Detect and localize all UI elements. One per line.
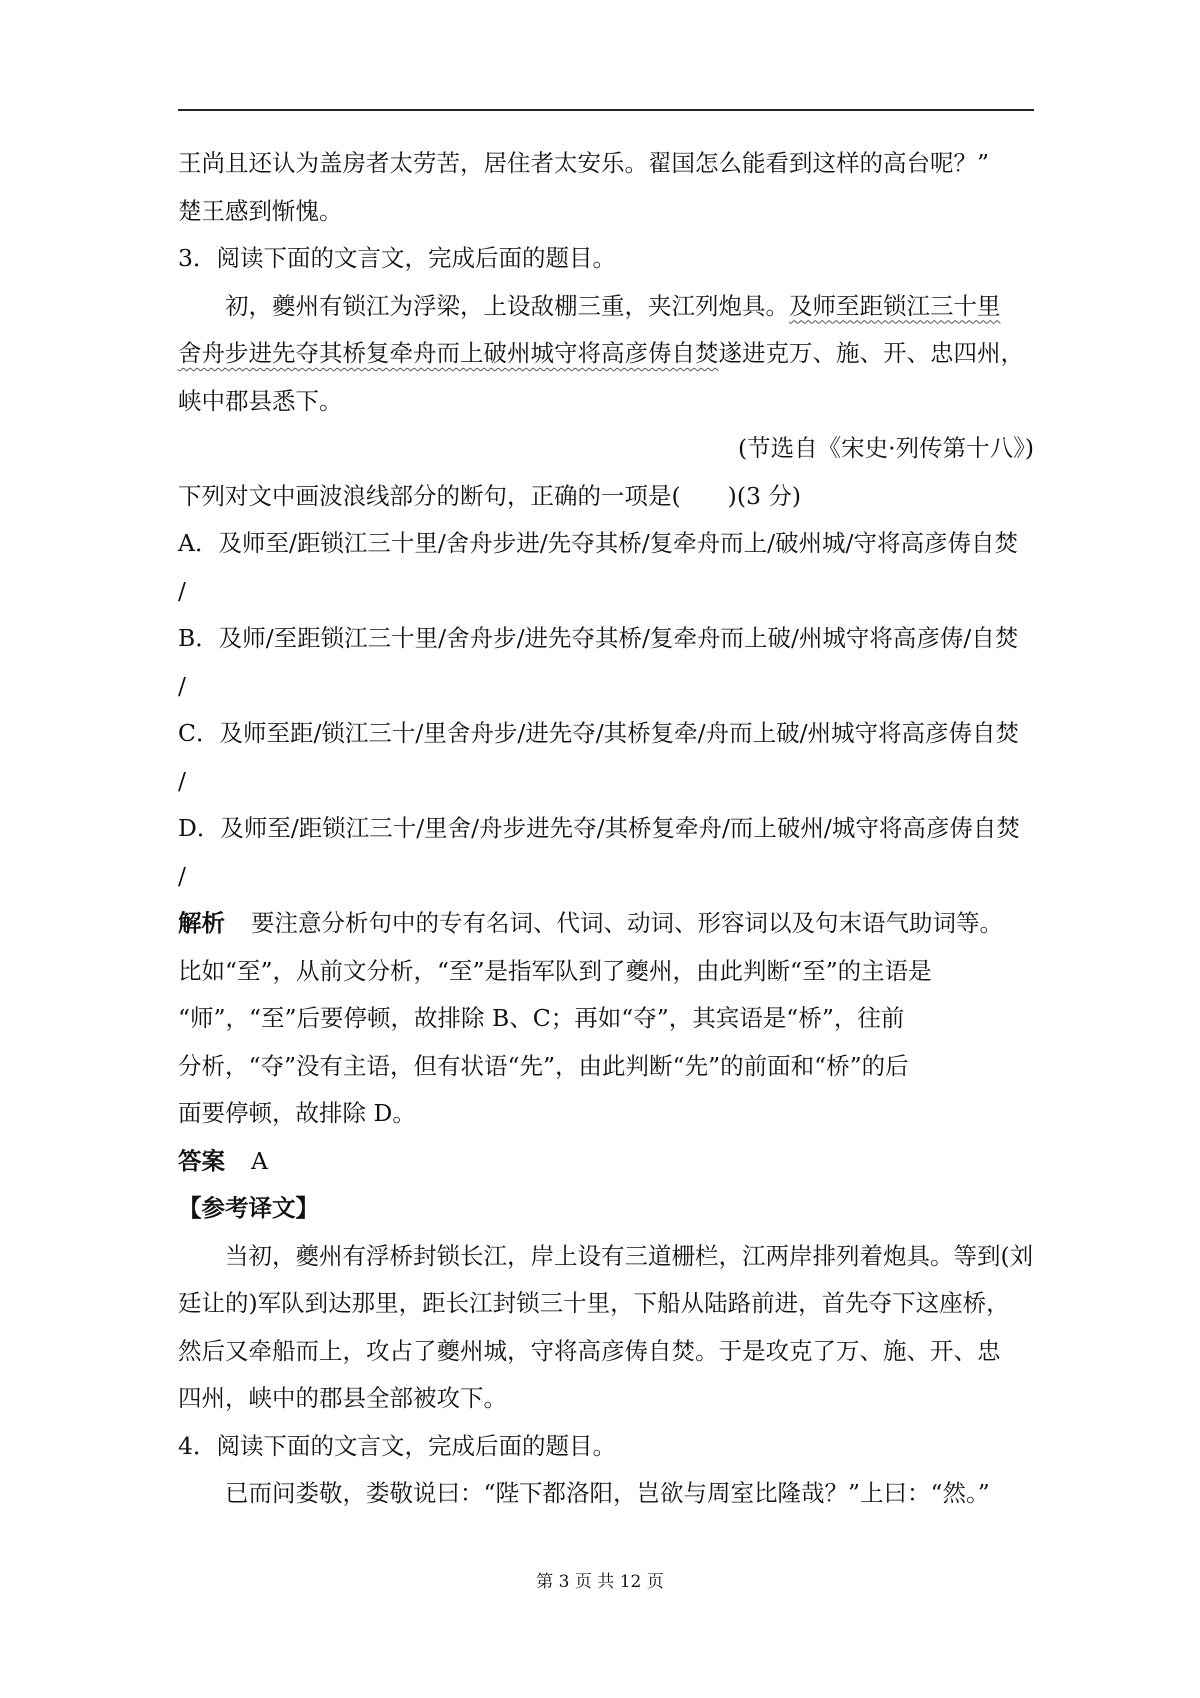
translation-line: 然后又牵船而上，攻占了夔州城，守将高彦俦自焚。于是攻克了万、施、开、忠 bbox=[178, 1336, 1001, 1365]
analysis-line bbox=[178, 900, 1038, 948]
translation-line: 当初，夔州有浮桥封锁长江，岸上设有三道栅栏，江两岸排列着炮具。等到(刘 bbox=[225, 1241, 1034, 1270]
answer-label: 答案 bbox=[178, 1146, 225, 1175]
header-rule bbox=[178, 109, 1034, 111]
option-b: B．及师/至距锁江三十里/舍舟步/进先夺其桥/复牵舟而上破/州城守将高彦俦/自焚 bbox=[178, 624, 1019, 652]
source-citation: (节选自《宋史·列传第十八》) bbox=[737, 434, 1034, 462]
passage-line bbox=[178, 283, 1038, 331]
analysis-line: 分析，“夺”没有主语，但有状语“先”，由此判断“先”的前面和“桥”的后 bbox=[178, 1051, 909, 1080]
passage-text: 遂进克万、施、开、忠四州， bbox=[718, 339, 1024, 367]
question-stem: 下列对文中画波浪线部分的断句，正确的一项是( )(3 分) bbox=[178, 481, 802, 510]
analysis-text: 要注意分析句中的专有名词、代词、动词、形容词以及句末语气助词等。 bbox=[251, 909, 1003, 937]
passage-line bbox=[178, 330, 1038, 378]
question-3-title: 3．阅读下面的文言文，完成后面的题目。 bbox=[178, 244, 616, 272]
page-footer: 第 3 页 共 12 页 bbox=[536, 1572, 664, 1592]
passage-line: 已而问娄敬，娄敬说曰：“陛下都洛阳，岂欲与周室比隆哉？”上曰：“然。” bbox=[225, 1479, 990, 1507]
option-c-continuation: / bbox=[178, 766, 186, 795]
analysis-line: “师”，“至”后要停顿，故排除 B、C；再如“夺”，其宾语是“桥”，往前 bbox=[178, 1004, 905, 1032]
document-body bbox=[178, 140, 1038, 1518]
question-4-title: 4．阅读下面的文言文，完成后面的题目。 bbox=[178, 1431, 616, 1460]
option-c: C．及师至距/锁江三十/里舍舟步/进先夺/其桥复牵/舟而上破/州城守将高彦俦自焚 bbox=[178, 719, 1019, 747]
option-d: D．及师至/距锁江三十/里舍/舟步进先夺/其桥复牵舟/而上破州/城守将高彦俦自焚 bbox=[178, 814, 1020, 842]
translation-line: 廷让的)军队到达那里，距长江封锁三十里，下船从陆路前进，首先夺下这座桥， bbox=[178, 1289, 1010, 1317]
reference-translation-title: 【参考译文】 bbox=[178, 1194, 319, 1222]
text-line: 王尚且还认为盖房者太劳苦，居住者太安乐。翟国怎么能看到这样的高台呢？” bbox=[178, 149, 990, 177]
answer-value: A bbox=[251, 1146, 268, 1175]
option-a: A．及师至/距锁江三十里/舍舟步进/先夺其桥/复牵舟而上/破州城/守将高彦俦自焚 bbox=[178, 529, 1018, 557]
analysis-line: 面要停顿，故排除 D。 bbox=[178, 1099, 416, 1127]
passage-line: 峡中郡县悉下。 bbox=[178, 386, 343, 415]
text-line: 楚王感到惭愧。 bbox=[178, 196, 343, 225]
translation-line: 四州，峡中的郡县全部被攻下。 bbox=[178, 1384, 507, 1412]
option-d-continuation: / bbox=[178, 861, 186, 890]
option-b-continuation: / bbox=[178, 671, 186, 700]
analysis-label: 解析 bbox=[178, 909, 225, 937]
answer-line bbox=[178, 1138, 1038, 1186]
passage-text: 初，夔州有锁江为浮梁，上设敌棚三重，夹江列炮具。 bbox=[225, 291, 789, 320]
analysis-line: 比如“至”，从前文分析，“至”是指军队到了夔州，由此判断“至”的主语是 bbox=[178, 956, 932, 985]
wavy-underlined-text: 及师至距锁江三十里 bbox=[789, 291, 1001, 320]
option-a-continuation: / bbox=[178, 576, 186, 605]
wavy-underlined-text: 舍舟步进先夺其桥复牵舟而上破州城守将高彦俦自焚 bbox=[178, 339, 719, 367]
